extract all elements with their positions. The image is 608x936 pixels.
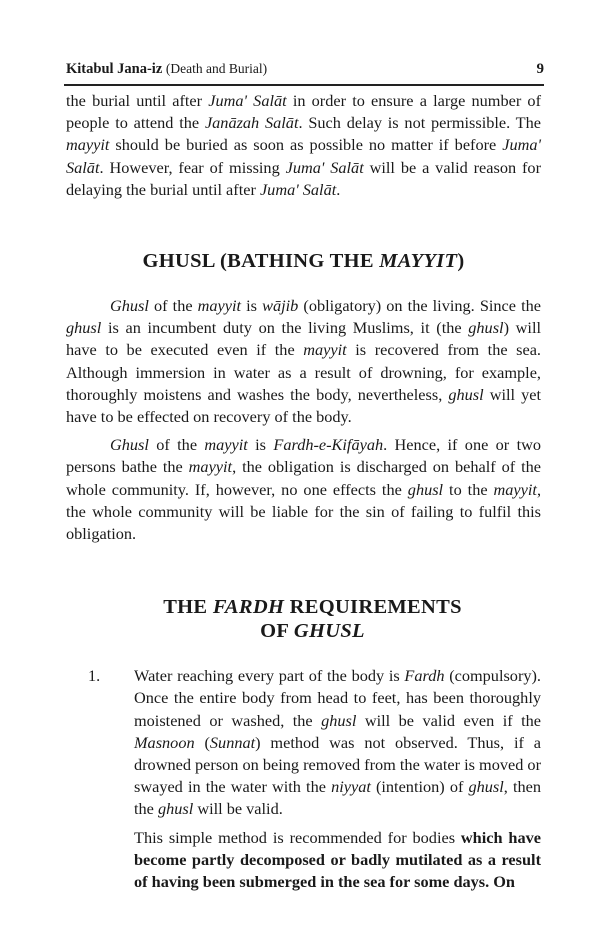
heading-line-2: OF GHUSL <box>260 620 365 643</box>
page-number: 9 <box>536 61 544 77</box>
requirements-list <box>66 665 541 893</box>
list-item-number: 1. <box>88 666 101 686</box>
header-title <box>66 60 267 78</box>
requirement-paragraph-1: Water reaching every part of the body is Fardh (compulsory). Once the entire body from head to feet, has been thoroughly moistened or washed, the ghusl will be valid even if the Masnoon (Sunnat) method was not observed. Thus, if a drowned person on being removed from the water is moved or swayed in the water with the niyyat (intention) of ghusl, then the ghusl will be valid. <box>134 666 542 819</box>
requirement-paragraph-2: This simple method is recommended for bodies which have become partly decomposed or badly mutilated as a result of having been submerged in the sea for some days. On <box>134 827 541 892</box>
ghusl-paragraph-2: Ghusl of the mayyit is Fardh-e-Kifāyah. Hence, if one or two persons bathe the mayyit, the obligation is discharged on behalf of the whole community. If, however, no one effects the ghusl to the mayyit, the whole community will be liable for the sin of failing to fulfil this obligation. <box>66 435 542 544</box>
header-divider <box>64 84 544 86</box>
heading-line-1: THE FARDH REQUIREMENTS <box>163 596 462 619</box>
page-body <box>66 90 541 893</box>
book-subtitle: (Death and Burial) <box>165 61 268 76</box>
ghusl-paragraph-1: Ghusl of the mayyit is wājib (obligatory) on the living. Since the ghusl is an incumbent duty on the living Muslims, it (the ghusl) will have to be executed even if the mayyit is recovered from the sea. Although immersion in water as a result of drowning, for example, thoroughly moistens and washes the body, nevertheless, ghusl will yet have to be effected on recovery of the body. <box>66 296 542 427</box>
list-item-text <box>134 665 541 893</box>
section-heading-ghusl: GHUSL (BATHING THE MAYYIT) <box>142 250 465 273</box>
list-item <box>66 665 541 893</box>
running-header <box>66 60 544 78</box>
section-heading-fardh <box>84 595 541 643</box>
intro-paragraph: the burial until after Juma' Salāt in order to ensure a large number of people to attend the Janāzah Salāt. Such delay is not permissible. The mayyit should be buried as soon as possible no matter if before Juma' Salāt. However, fear of missing Juma' Salāt will be a valid reason for delaying the burial until after Juma' Salāt. <box>66 91 541 199</box>
book-title: Kitabul Jana-iz <box>66 61 163 77</box>
